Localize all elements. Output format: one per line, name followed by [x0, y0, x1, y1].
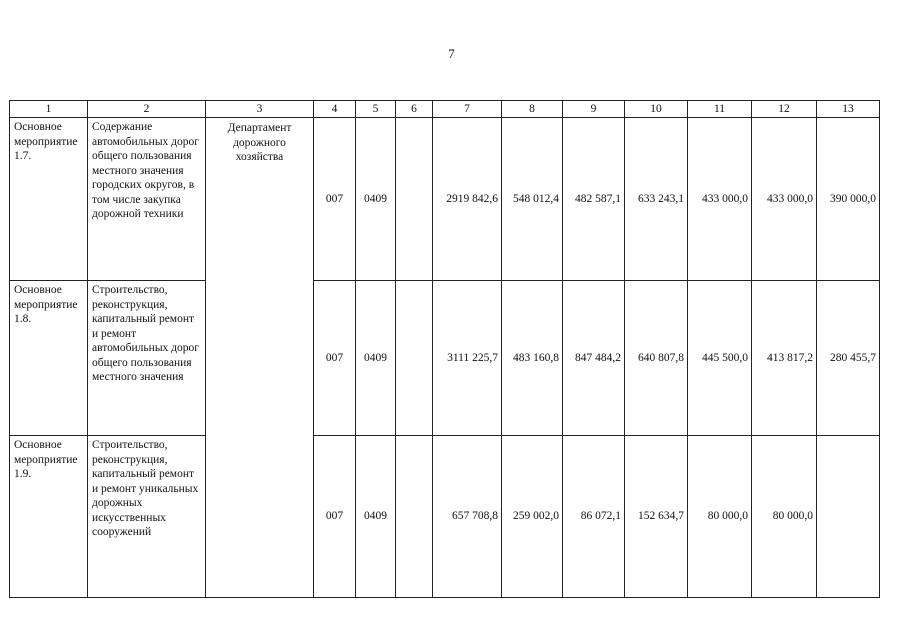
column-header: 5 [356, 101, 396, 118]
code-cell: 007 [314, 118, 356, 281]
column-header: 7 [433, 101, 502, 118]
amount-cell: 152 634,7 [625, 436, 688, 598]
table-row [10, 118, 880, 281]
event-name-cell: Строительство, реконструкция, капитальный ремонт и ремонт автомобильных дорог общего пользования местного значения [88, 281, 206, 436]
event-cell: Основное мероприятие 1.7. [10, 118, 88, 281]
column-header: 12 [752, 101, 817, 118]
amount-cell: 548 012,4 [502, 118, 563, 281]
department-cell: Департамент дорожного хозяйства [206, 118, 314, 598]
code-cell [396, 281, 433, 436]
amount-cell: 259 002,0 [502, 436, 563, 598]
amount-cell: 390 000,0 [817, 118, 880, 281]
amount-cell [817, 436, 880, 598]
amount-cell: 3111 225,7 [433, 281, 502, 436]
code-cell: 0409 [356, 281, 396, 436]
page-number: 7 [448, 46, 455, 61]
code-cell: 0409 [356, 118, 396, 281]
column-header: 2 [88, 101, 206, 118]
column-header: 3 [206, 101, 314, 118]
column-header: 1 [10, 101, 88, 118]
column-header: 13 [817, 101, 880, 118]
column-number-row [10, 101, 880, 118]
amount-cell: 80 000,0 [752, 436, 817, 598]
amount-cell: 483 160,8 [502, 281, 563, 436]
code-cell [396, 118, 433, 281]
table-header [10, 101, 880, 118]
table-row [10, 281, 880, 436]
amount-cell: 433 000,0 [752, 118, 817, 281]
column-header: 4 [314, 101, 356, 118]
code-cell: 007 [314, 436, 356, 598]
event-cell: Основное мероприятие 1.8. [10, 281, 88, 436]
amount-cell: 2919 842,6 [433, 118, 502, 281]
column-header: 11 [688, 101, 752, 118]
amount-cell: 482 587,1 [563, 118, 625, 281]
amount-cell: 86 072,1 [563, 436, 625, 598]
column-header: 6 [396, 101, 433, 118]
code-cell: 0409 [356, 436, 396, 598]
amount-cell: 847 484,2 [563, 281, 625, 436]
code-cell [396, 436, 433, 598]
code-cell: 007 [314, 281, 356, 436]
table-row [10, 436, 880, 598]
column-header: 9 [563, 101, 625, 118]
event-cell: Основное мероприятие 1.9. [10, 436, 88, 598]
amount-cell: 433 000,0 [688, 118, 752, 281]
amount-cell: 80 000,0 [688, 436, 752, 598]
event-name-cell: Строительство, реконструкция, капитальный ремонт и ремонт уникальных дорожных искусственных сооружений [88, 436, 206, 598]
amount-cell: 657 708,8 [433, 436, 502, 598]
amount-cell: 280 455,7 [817, 281, 880, 436]
event-name-cell: Содержание автомобильных дорог общего пользования местного значения городских округов, в том числе закупка дорожной техники [88, 118, 206, 281]
budget-table [9, 100, 880, 598]
amount-cell: 445 500,0 [688, 281, 752, 436]
amount-cell: 633 243,1 [625, 118, 688, 281]
amount-cell: 640 807,8 [625, 281, 688, 436]
column-header: 8 [502, 101, 563, 118]
column-header: 10 [625, 101, 688, 118]
amount-cell: 413 817,2 [752, 281, 817, 436]
